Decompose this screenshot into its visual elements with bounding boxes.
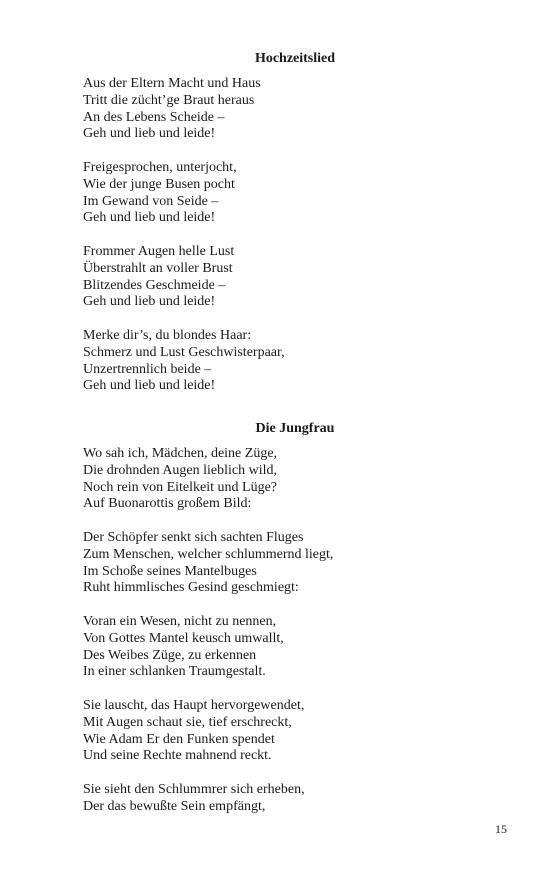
verse-line: Unzertrennlich beide – bbox=[83, 361, 212, 377]
verse-line: Im Schoße seines Mantelbuges bbox=[83, 563, 257, 579]
stanza bbox=[83, 446, 523, 513]
verse-line: Geh und lieb und leide! bbox=[83, 378, 216, 394]
verse-line: Sie lauscht, das Haupt hervorgewendet, bbox=[83, 697, 305, 713]
stanza bbox=[83, 614, 523, 681]
stanza bbox=[83, 698, 523, 765]
page-number: 15 bbox=[495, 822, 507, 836]
verse-line: An des Lebens Scheide – bbox=[83, 109, 225, 125]
stanza bbox=[83, 328, 523, 395]
verse-line: Geh und lieb und leide! bbox=[83, 294, 216, 310]
verse-line: Aus der Eltern Macht und Haus bbox=[83, 76, 261, 91]
verse-line: Auf Buonarottis großem Bild: bbox=[83, 496, 252, 512]
verse-line: Ruht himmlisches Gesind geschmiegt: bbox=[83, 580, 299, 596]
verse-line: Die drohnden Augen lieblich wild, bbox=[83, 462, 278, 478]
verse-line: Der Schöpfer senkt sich sachten Fluges bbox=[83, 529, 304, 545]
verse-line: Noch rein von Eitelkeit und Lüge? bbox=[83, 479, 277, 495]
verse-line: Wo sah ich, Mädchen, deine Züge, bbox=[83, 446, 278, 461]
stanza bbox=[83, 160, 523, 227]
verse-line: In einer schlanken Traumgestalt. bbox=[83, 664, 266, 680]
stanza bbox=[83, 530, 523, 597]
verse-line: Der das bewußte Sein empfängt, bbox=[83, 798, 266, 814]
verse-line: Zum Menschen, welcher schlummernd liegt, bbox=[83, 546, 334, 562]
verse-line: Merke dir’s, du blondes Haar: bbox=[83, 327, 252, 343]
verse-line: Tritt die zücht’ge Braut heraus bbox=[83, 92, 255, 108]
verse-line: Frommer Augen helle Lust bbox=[83, 243, 235, 259]
stanza bbox=[83, 76, 523, 143]
poem-body-die-jungfrau bbox=[83, 446, 523, 832]
verse-line: Freigesprochen, unterjocht, bbox=[83, 159, 237, 175]
verse-line: Schmerz und Lust Geschwisterpaar, bbox=[83, 344, 285, 360]
verse-line: Des Weibes Züge, zu erkennen bbox=[83, 647, 257, 663]
verse-line: Voran ein Wesen, nicht zu nennen, bbox=[83, 613, 277, 629]
verse-line: Im Gewand von Seide – bbox=[83, 193, 219, 209]
verse-line: Geh und lieb und leide! bbox=[83, 210, 216, 226]
verse-line: Wie Adam Er den Funken spendet bbox=[83, 731, 275, 747]
stanza bbox=[83, 782, 523, 816]
verse-line: Von Gottes Mantel keusch umwallt, bbox=[83, 630, 284, 646]
verse-line: Geh und lieb und leide! bbox=[83, 126, 216, 142]
verse-line: Überstrahlt an voller Brust bbox=[83, 260, 233, 276]
poem-body-hochzeitslied bbox=[83, 76, 523, 412]
verse-line: Wie der junge Busen pocht bbox=[83, 176, 235, 192]
stanza bbox=[83, 244, 523, 311]
verse-line: Blitzendes Geschmeide – bbox=[83, 277, 226, 293]
verse-line: Sie sieht den Schlummrer sich erheben, bbox=[83, 781, 305, 797]
poem-title-die-jungfrau: Die Jungfrau bbox=[255, 421, 335, 436]
poem-title-hochzeitslied: Hochzeitslied bbox=[254, 51, 336, 66]
verse-line: Und seine Rechte mahnend reckt. bbox=[83, 748, 272, 764]
verse-line: Mit Augen schaut sie, tief erschreckt, bbox=[83, 714, 292, 730]
